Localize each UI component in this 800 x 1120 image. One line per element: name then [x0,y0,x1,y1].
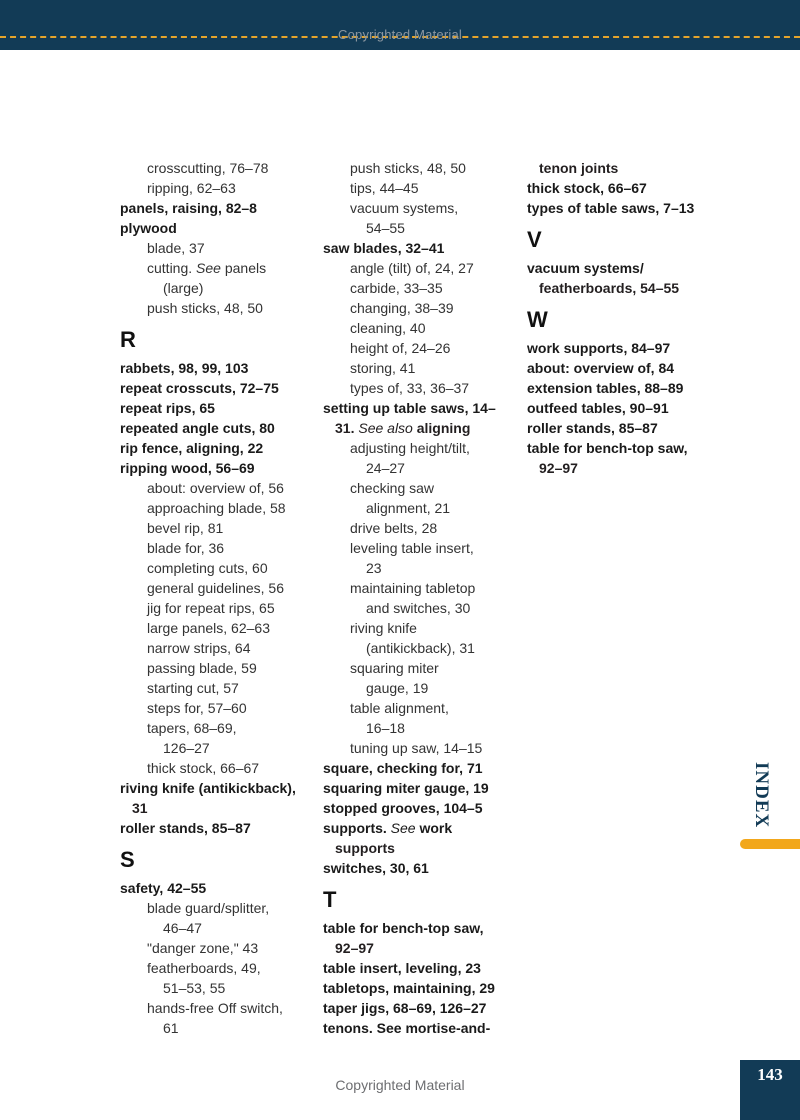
index-entry: stopped grooves, 104–5 [323,800,483,816]
index-subentry: types of, 33, 36–37 [350,380,470,396]
index-subentry: angle (tilt) of, 24, 27 [350,260,474,276]
index-subentry: 46–47 [163,920,202,936]
index-subentry: (antikickback), 31 [366,640,475,656]
index-subentry: narrow strips, 64 [147,640,251,656]
index-subentry: leveling table insert, [350,540,474,556]
index-entry: squaring miter gauge, 19 [323,780,489,796]
index-entry: table insert, leveling, 23 [323,960,481,976]
index-entry-continuation: 92–97 [539,460,578,476]
index-entry-continuation: 31 [132,800,148,816]
index-section-letter: W [527,307,548,332]
index-subentry: carbide, 33–35 [350,280,443,296]
index-column-2 [323,158,513,1038]
index-entry-continuation [323,418,513,438]
index-entry: switches, 30, 61 [323,860,429,876]
index-subentry: thick stock, 66–67 [147,760,260,776]
index-entry-continuation: featherboards, 54–55 [539,280,680,296]
index-entry [323,818,513,838]
index-entry: square, checking for, 71 [323,760,483,776]
index-subentry: 16–18 [366,720,405,736]
index-subentry: passing blade, 59 [147,660,257,676]
index-subentry: blade, 37 [147,240,205,256]
index-entry: riving knife (antikickback), [120,780,296,796]
index-column-1 [120,158,310,1038]
index-section-letter: S [120,847,135,872]
index-entry: taper jigs, 68–69, 126–27 [323,1000,487,1016]
index-entry: thick stock, 66–67 [527,180,647,196]
index-entry: saw blades, 32–41 [323,240,445,256]
index-text: 31. [335,420,359,436]
index-subentry: completing cuts, 60 [147,560,268,576]
index-subentry: tapers, 68–69, [147,720,237,736]
index-subentry: and switches, 30 [366,600,471,616]
index-subentry: bevel rip, 81 [147,520,224,536]
index-subentry: storing, 41 [350,360,416,376]
index-section-letter: V [527,227,542,252]
index-subentry: 61 [163,1020,179,1036]
index-entry: tenons. See mortise-and- [323,1020,491,1036]
index-subentry: alignment, 21 [366,500,451,516]
index-subentry: 24–27 [366,460,405,476]
header-watermark: Copyrighted Material [338,27,462,42]
index-entry: extension tables, 88–89 [527,380,684,396]
index-subentry: blade for, 36 [147,540,225,556]
index-subentry: 51–53, 55 [163,980,226,996]
index-entry: types of table saws, 7–13 [527,200,695,216]
cross-reference-label: See [390,820,416,836]
index-subentry: checking saw [350,480,435,496]
index-subentry: maintaining tabletop [350,580,476,596]
section-tab-label: INDEX [751,762,772,829]
index-subentry: crosscutting, 76–78 [147,160,269,176]
index-text: supports. [323,820,391,836]
index-subentry: (large) [163,280,204,296]
index-subentry: approaching blade, 58 [147,500,286,516]
index-entry: repeat crosscuts, 72–75 [120,380,279,396]
index-subentry: drive belts, 28 [350,520,438,536]
index-subentry: featherboards, 49, [147,960,261,976]
index-entry: rip fence, aligning, 22 [120,440,264,456]
index-subentry: 23 [366,560,382,576]
index-entry: tabletops, maintaining, 29 [323,980,495,996]
index-subentry: squaring miter [350,660,439,676]
index-subentry: hands-free Off switch, [147,1000,283,1016]
section-tab-marker [740,839,800,849]
index-subentry: height of, 24–26 [350,340,451,356]
index-entry: plywood [120,220,177,236]
index-entry: roller stands, 85–87 [527,420,658,436]
index-entry: safety, 42–55 [120,880,207,896]
index-subentry: 126–27 [163,740,210,756]
index-entry: repeat rips, 65 [120,400,215,416]
index-subentry: "danger zone," 43 [147,940,259,956]
index-entry: roller stands, 85–87 [120,820,251,836]
index-subentry: push sticks, 48, 50 [147,300,263,316]
index-entry: rabbets, 98, 99, 103 [120,360,249,376]
index-entry: repeated angle cuts, 80 [120,420,275,436]
index-subentry [120,258,310,278]
index-subentry: steps for, 57–60 [147,700,247,716]
header-bar [0,0,800,50]
index-entry: vacuum systems/ [527,260,644,276]
footer-watermark: Copyrighted Material [335,1077,465,1093]
index-subentry: tips, 44–45 [350,180,419,196]
index-subentry: blade guard/splitter, [147,900,270,916]
index-entry: outfeed tables, 90–91 [527,400,669,416]
index-entry: about: overview of, 84 [527,360,675,376]
index-subentry: changing, 38–39 [350,300,454,316]
index-text: work [415,820,453,836]
index-entry-continuation: 92–97 [335,940,374,956]
index-subentry: general guidelines, 56 [147,580,284,596]
index-entry: work supports, 84–97 [527,340,671,356]
index-subentry: cleaning, 40 [350,320,426,336]
index-entry-continuation: tenon joints [539,160,619,176]
index-subentry: riving knife [350,620,417,636]
index-subentry: about: overview of, 56 [147,480,284,496]
index-subentry: push sticks, 48, 50 [350,160,466,176]
index-subentry: starting cut, 57 [147,680,239,696]
index-subentry: adjusting height/tilt, [350,440,470,456]
index-subentry: large panels, 62–63 [147,620,270,636]
index-subentry: vacuum systems, [350,200,459,216]
page-number: 143 [740,1060,800,1120]
index-subentry: gauge, 19 [366,680,429,696]
cross-reference-label: See also [358,420,413,436]
index-text: cutting. [147,260,197,276]
index-entry: table for bench-top saw, [527,440,688,456]
index-entry: ripping wood, 56–69 [120,460,255,476]
index-column-3 [527,158,717,478]
index-entry-continuation: supports [335,840,395,856]
index-entry: panels, raising, 82–8 [120,200,257,216]
index-text: aligning [412,420,471,436]
index-entry: setting up table saws, 14– [323,400,496,416]
index-subentry: 54–55 [366,220,405,236]
index-section-letter: R [120,327,136,352]
cross-reference-label: See [196,260,221,276]
index-subentry: tuning up saw, 14–15 [350,740,483,756]
index-subentry: jig for repeat rips, 65 [147,600,275,616]
index-subentry: table alignment, [350,700,449,716]
index-entry: table for bench-top saw, [323,920,484,936]
index-section-letter: T [323,887,337,912]
index-text: panels [220,260,267,276]
index-subentry: ripping, 62–63 [147,180,236,196]
